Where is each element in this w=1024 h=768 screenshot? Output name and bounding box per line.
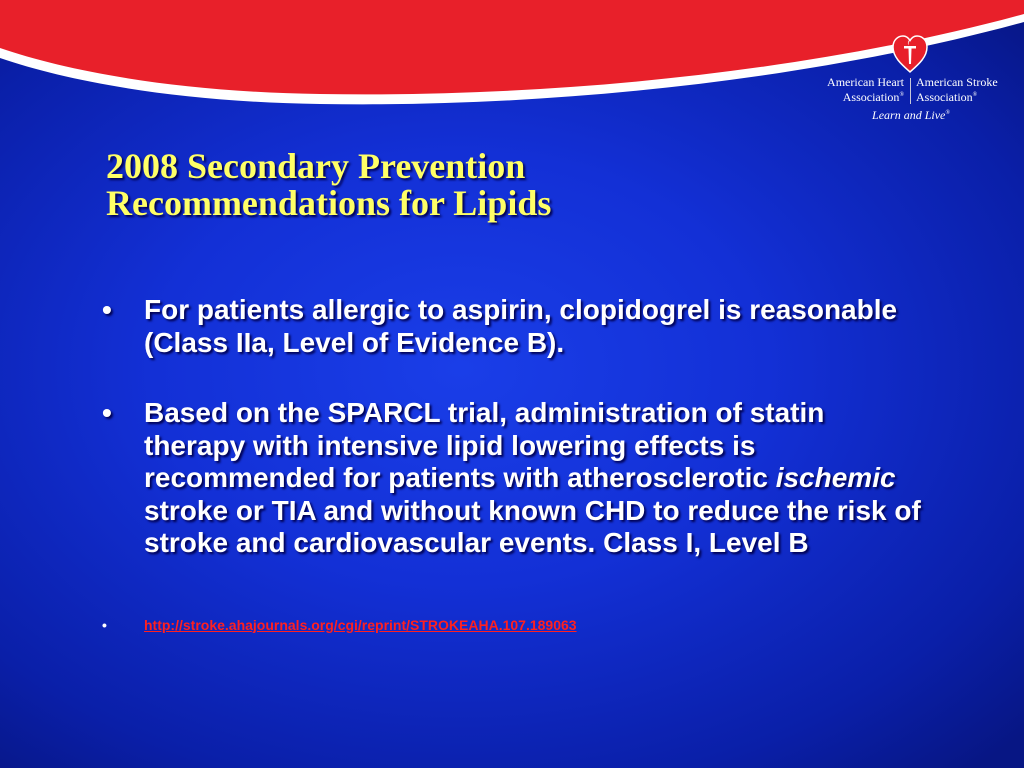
asa-name-line2: Association xyxy=(916,90,973,104)
aha-name-line1: American Heart xyxy=(827,75,904,89)
aha-asa-logo xyxy=(806,34,1016,126)
bullet-item-aspirin-allergy xyxy=(100,294,930,359)
aha-wordmark xyxy=(806,76,904,104)
aha-name-line2: Association xyxy=(842,90,900,104)
bullet-emphasis-ischemic: ischemic xyxy=(775,462,896,493)
tagline-registered-mark: ® xyxy=(945,110,950,116)
bullet-dot: • xyxy=(102,616,107,633)
bullet-item-reference-link xyxy=(100,616,930,634)
bullet-item-sparcl-statin xyxy=(100,397,930,560)
bullet-list xyxy=(100,294,930,634)
bullet-dot: • xyxy=(102,397,112,428)
aha-registered-mark: ® xyxy=(899,92,904,98)
heart-torch-icon xyxy=(891,34,929,74)
bullet-text-before: Based on the SPARCL trial, administration of statin therapy with intensive lipid lowering effects is recommended for patients with atherosclerotic xyxy=(144,397,825,493)
logo-tagline xyxy=(806,108,1016,123)
asa-registered-mark: ® xyxy=(972,92,978,98)
slide-title-line1: 2008 Secondary Prevention xyxy=(106,146,526,186)
bullet-text: For patients allergic to aspirin, clopidogrel is reasonable (Class IIa, Level of Evidence B). xyxy=(144,294,898,358)
bullet-dot: • xyxy=(102,294,112,325)
slide-title-line2: Recommendations for Lipids xyxy=(106,183,552,223)
slide-title xyxy=(106,148,786,222)
logo-divider xyxy=(910,78,911,104)
asa-wordmark xyxy=(916,76,1016,104)
tagline-text: Learn and Live xyxy=(872,108,946,122)
bullet-text-after: stroke or TIA and without known CHD to reduce the risk of stroke and cardiovascular events. Class I, Level B xyxy=(144,494,921,558)
asa-name-line1: American Stroke xyxy=(916,75,998,89)
reference-link[interactable]: http://stroke.ahajournals.org/cgi/reprint/STROKEAHA.107.189063 xyxy=(144,616,577,633)
